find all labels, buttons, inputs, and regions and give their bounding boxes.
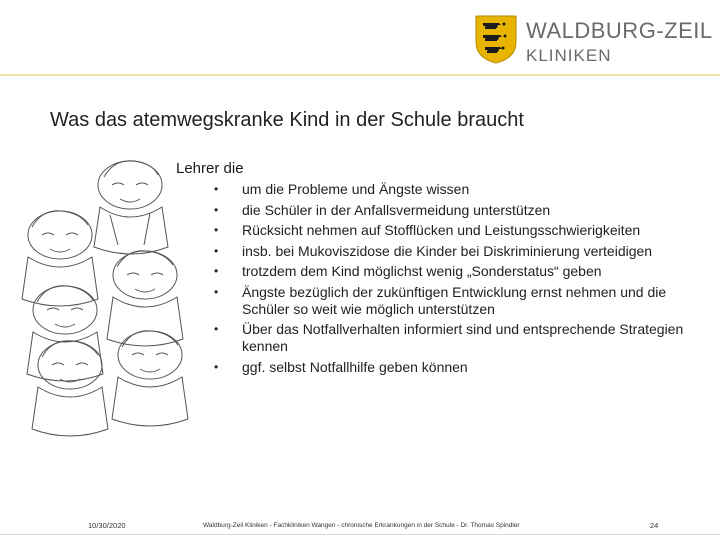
sketch-figure [94,161,168,254]
bullet-icon: • [214,359,219,374]
bullet-icon: • [214,284,219,299]
page-number: 24 [650,521,659,530]
list-item [212,263,702,280]
footer-text: Waldburg-Zeil Kliniken - Fachkliniken Wangen - chronische Erkrankungen in der Schule - Dr. Thomas Spindler [203,522,520,529]
list-item [212,359,702,376]
logo-subname: KLINIKEN [526,46,612,65]
list-heading: Lehrer die [176,160,244,177]
list-item [212,202,702,219]
list-item-text: Über das Notfallverhalten informiert sind und entsprechende Strategien kennen [242,321,684,354]
list-item-text: Rücksicht nehmen auf Stofflücken und Leistungsschwierigkeiten [242,222,641,238]
logo [474,12,713,68]
bullet-list [212,181,702,379]
bullet-icon: • [214,223,219,237]
list-item-text: ggf. selbst Notfallhilfe geben können [242,358,468,375]
bullet-icon: • [214,243,219,258]
bullet-icon: • [214,202,219,217]
list-item [212,284,702,318]
list-item-text: um die Probleme und Ängste wissen [242,181,470,197]
list-item-text: Ängste bezüglich der zukünftigen Entwicklung ernst nehmen und die Schüler so weit wie möglich unterstützen [242,283,667,317]
list-item [212,222,702,239]
list-item-text: insb. bei Mukoviszidose die Kinder bei Diskriminierung verteidigen [242,242,653,259]
footer-date: 10/30/2020 [88,521,126,530]
logo-name: WALDBURG-ZEIL [526,18,713,43]
list-item [212,243,702,260]
list-item-text: trotzdem dem Kind möglichst wenig „Sonderstatus“ geben [242,263,602,279]
slide-title: Was das atemwegskranke Kind in der Schule braucht [50,109,524,131]
sketch-figure [32,341,108,436]
coat-of-arms-icon [474,14,518,64]
list-item [212,181,702,198]
bullet-icon: • [214,264,219,278]
list-item-text: die Schüler in der Anfallsvermeidung unterstützen [242,201,551,218]
sketch-figure [112,331,188,426]
header-divider [0,74,720,76]
bullet-icon: • [214,322,219,336]
list-item [212,321,702,355]
bullet-icon: • [214,182,219,196]
footer-divider [0,534,720,535]
